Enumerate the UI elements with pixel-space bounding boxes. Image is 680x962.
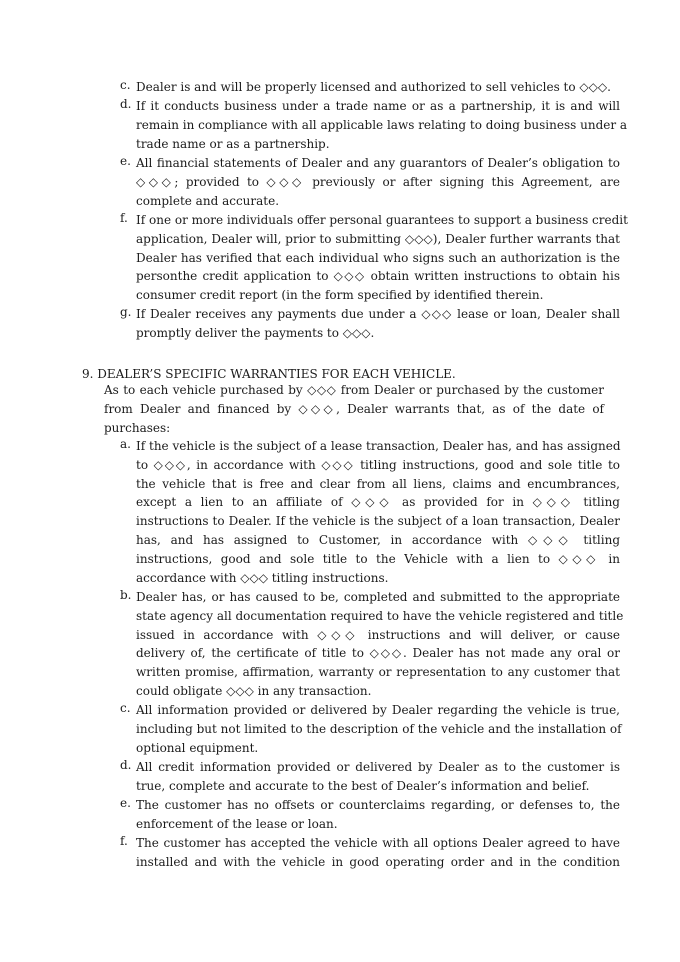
text-line: except a lien to an affiliate of ◇◇◇ as provided for in ◇◇◇ titling <box>136 495 620 510</box>
warranty-item-d <box>120 758 620 796</box>
text-line: optional equipment. <box>136 740 259 755</box>
section-intro <box>104 381 604 437</box>
list-item-label: b. <box>120 588 132 602</box>
list-item-label: e. <box>120 796 131 810</box>
text-line: trade name or as a partnership. <box>136 136 330 151</box>
text-line: Dealer has verified that each individual who signs such an authorization is the <box>136 250 620 265</box>
text-line: to ◇◇◇, in accordance with ◇◇◇ titling instructions, good and sole title to <box>136 457 620 472</box>
text-line: delivery of, the certificate of title to ◇◇◇. Dealer has not made any oral or <box>136 646 620 661</box>
text-line: could obligate ◇◇◇ in any transaction. <box>136 683 372 698</box>
text-line: written promise, affirmation, warranty or representation to any customer that <box>136 665 620 680</box>
text-line: true, complete and accurate to the best of Dealer’s information and belief. <box>136 778 590 793</box>
list-item-f <box>120 211 628 305</box>
text-line: consumer credit report (in the form specified by identified therein. <box>136 288 544 303</box>
section-heading: 9. DEALER’S SPECIFIC WARRANTIES FOR EACH VEHICLE. <box>82 367 456 381</box>
text-line: All information provided or delivered by Dealer regarding the vehicle is true, <box>136 703 620 717</box>
text-line: The customer has no offsets or counterclaims regarding, or defenses to, the <box>136 798 620 812</box>
text-line: purchases: <box>104 420 171 435</box>
list-item-label: c. <box>120 701 131 715</box>
text-line: instructions to Dealer. If the vehicle is the subject of a loan transaction, Dealer <box>136 514 620 529</box>
text-line: ◇◇◇; provided to ◇◇◇ previously or after signing this Agreement, are <box>136 174 620 189</box>
text-line: If it conducts business under a trade name or as a partnership, it is and will <box>136 99 620 113</box>
text-line: remain in compliance with all applicable laws relating to doing business under a <box>136 117 628 132</box>
list-item-c <box>120 78 620 97</box>
list-item-label: f. <box>120 834 128 848</box>
list-item-label: g. <box>120 305 132 319</box>
text-line: the vehicle that is free and clear from all liens, claims and encumbrances, <box>136 476 620 491</box>
list-item-label: d. <box>120 758 132 772</box>
warranty-item-b <box>120 588 624 701</box>
list-item-label: a. <box>120 437 131 451</box>
text-line: enforcement of the lease or loan. <box>136 816 338 831</box>
text-line: complete and accurate. <box>136 193 280 208</box>
text-line: Dealer has, or has caused to be, completed and submitted to the appropriate <box>136 590 620 604</box>
list-item-label: c. <box>120 78 131 92</box>
text-line: has, and has assigned to Customer, in accordance with ◇◇◇ titling <box>136 532 620 547</box>
text-line: The customer has accepted the vehicle with all options Dealer agreed to have <box>136 836 620 850</box>
text-line: If one or more individuals offer personal guarantees to support a business credit <box>136 213 628 227</box>
text-line: Dealer is and will be properly licensed and authorized to sell vehicles to ◇◇◇. <box>136 80 611 94</box>
text-line: application, Dealer will, prior to submitting ◇◇◇), Dealer further warrants that <box>136 231 620 246</box>
list-item-label: d. <box>120 97 132 111</box>
text-line: If the vehicle is the subject of a lease transaction, Dealer has, and has assigned <box>136 439 621 453</box>
warranty-item-c <box>120 701 620 757</box>
text-line: If Dealer receives any payments due under a ◇◇◇ lease or loan, Dealer shall <box>136 307 620 321</box>
text-line: accordance with ◇◇◇ titling instructions. <box>136 570 389 585</box>
list-item-label: e. <box>120 154 131 168</box>
list-item-g <box>120 305 620 343</box>
text-line: from Dealer and financed by ◇◇◇, Dealer warrants that, as of the date of <box>104 401 604 416</box>
text-line: All credit information provided or delivered by Dealer as to the customer is <box>136 760 620 774</box>
text-line: personthe credit application to ◇◇◇ obtain written instructions to obtain his <box>136 269 620 284</box>
warranty-item-e <box>120 796 620 834</box>
warranty-item-a <box>120 437 620 587</box>
warranty-item-f <box>120 834 620 872</box>
text-line: state agency all documentation required to have the vehicle registered and title <box>136 608 624 623</box>
text-line: issued in accordance with ◇◇◇ instructions and will deliver, or cause <box>136 627 620 642</box>
text-line: As to each vehicle purchased by ◇◇◇ from Dealer or purchased by the customer <box>104 383 604 397</box>
text-line: installed and with the vehicle in good operating order and in the condition <box>136 854 620 869</box>
text-line: including but not limited to the description of the vehicle and the installation of <box>136 721 622 736</box>
text-line: promptly deliver the payments to ◇◇◇. <box>136 325 375 340</box>
text-line: instructions, good and sole title to the Vehicle with a lien to ◇◇◇ in <box>136 551 620 566</box>
list-item-e <box>120 154 620 210</box>
list-item-label: f. <box>120 211 128 225</box>
list-item-d <box>120 97 628 153</box>
text-line: All financial statements of Dealer and any guarantors of Dealer’s obligation to <box>136 156 620 170</box>
